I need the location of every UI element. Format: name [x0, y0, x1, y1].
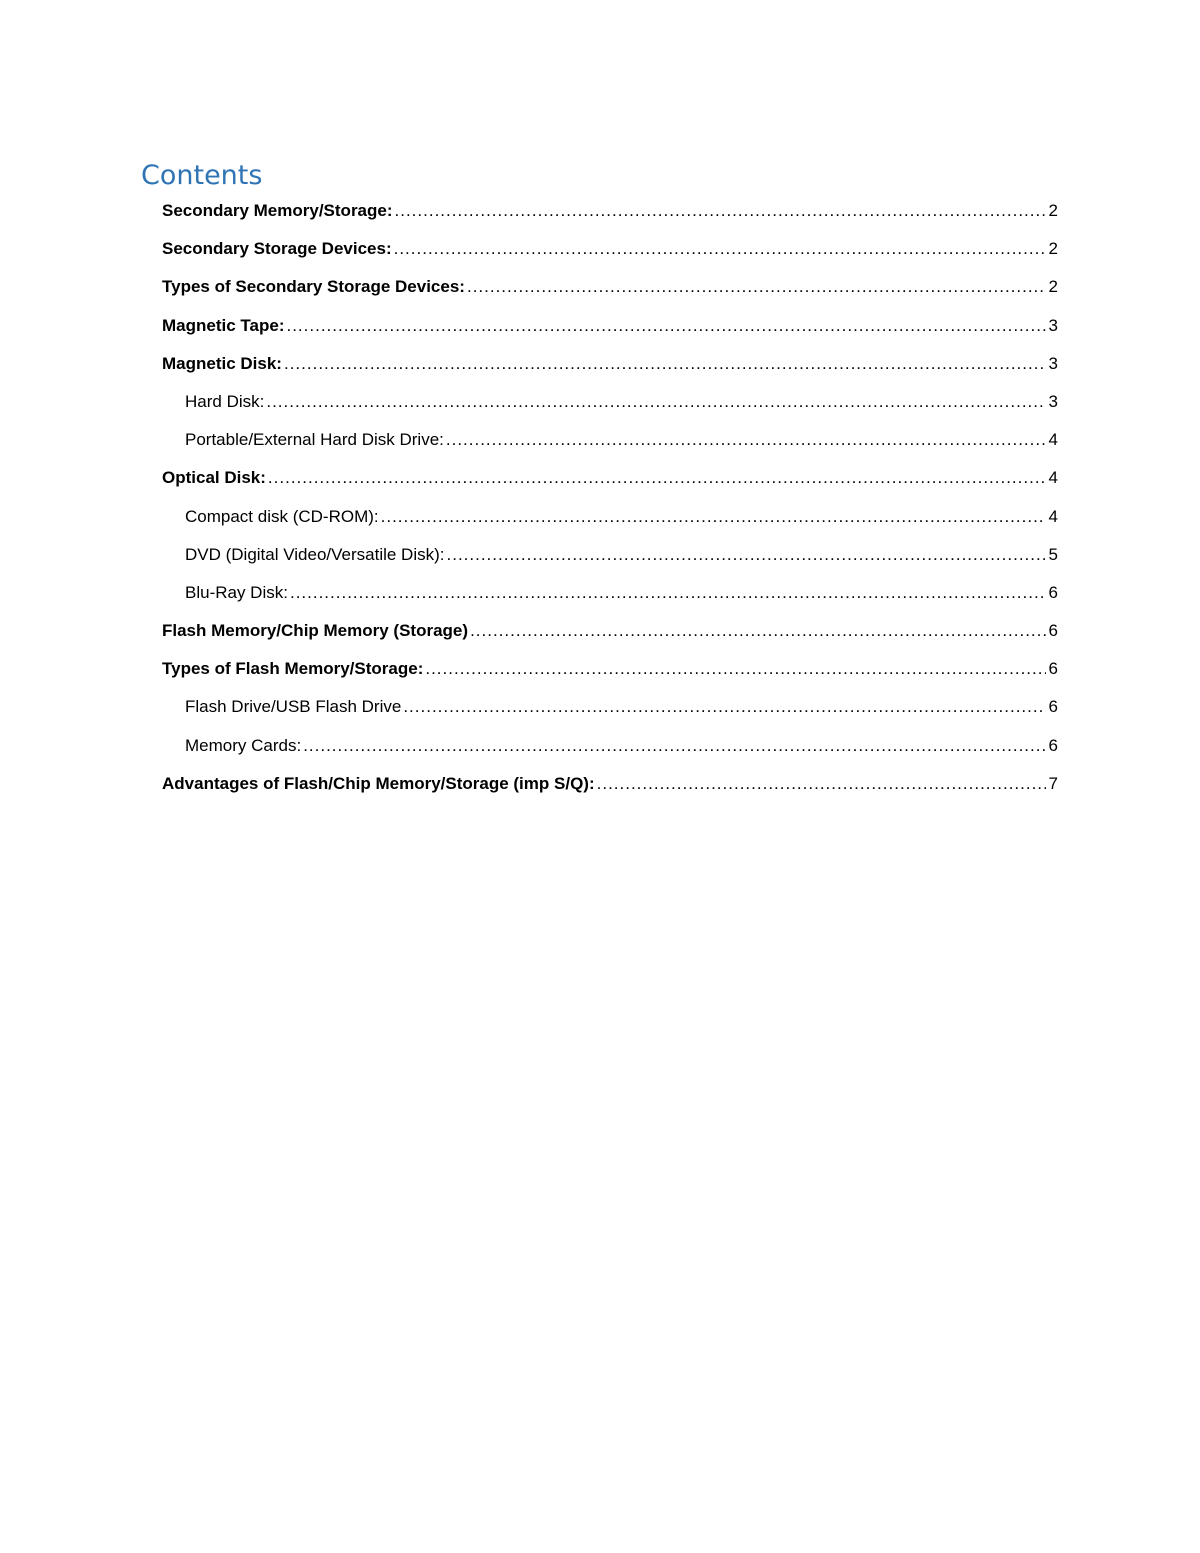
- toc-dot-leader: [395, 192, 1046, 230]
- toc-dot-leader: [394, 230, 1046, 268]
- toc-page-number: 3: [1048, 391, 1058, 411]
- toc-page-number: 3: [1048, 353, 1058, 373]
- toc-page-number: 7: [1048, 773, 1058, 793]
- toc-dot-leader: [597, 765, 1046, 803]
- toc-entry-text: Secondary Storage Devices:: [162, 239, 392, 259]
- toc-entry[interactable]: [162, 307, 1058, 345]
- toc-page-number: 6: [1048, 621, 1058, 641]
- toc-dot-leader: [381, 498, 1046, 536]
- toc-entry-text: Advantages of Flash/Chip Memory/Storage (imp S/Q):: [162, 773, 595, 793]
- toc-dot-leader: [290, 574, 1046, 612]
- toc-entry-text: Portable/External Hard Disk Drive:: [185, 430, 444, 450]
- toc-dot-leader: [425, 650, 1046, 688]
- toc-page-number: 6: [1048, 582, 1058, 602]
- toc-entry-text: Blu-Ray Disk:: [185, 582, 288, 602]
- toc-dot-leader: [446, 421, 1046, 459]
- toc-page-number: 6: [1048, 735, 1058, 755]
- toc-page-number: 3: [1048, 315, 1058, 335]
- toc-page-number: 6: [1048, 697, 1058, 717]
- toc-entry-text: DVD (Digital Video/Versatile Disk):: [185, 544, 445, 564]
- toc-title: Contents: [141, 160, 263, 191]
- toc-entry[interactable]: [162, 459, 1058, 497]
- toc-entry-text: Optical Disk:: [162, 468, 266, 488]
- toc-entry-text: Memory Cards:: [185, 735, 302, 755]
- toc-page-number: 2: [1048, 201, 1058, 220]
- toc-entry[interactable]: [162, 192, 1058, 230]
- toc-page-number: 4: [1048, 430, 1058, 450]
- toc-page-number: 4: [1048, 506, 1058, 526]
- toc-subentry[interactable]: [162, 688, 1058, 726]
- toc-dot-leader: [447, 536, 1047, 574]
- toc-entry-text: Magnetic Tape:: [162, 315, 285, 335]
- toc-subentry[interactable]: [162, 383, 1058, 421]
- toc-page-number: 2: [1048, 277, 1058, 297]
- toc-entry-text: Types of Flash Memory/Storage:: [162, 659, 424, 679]
- toc-subentry[interactable]: [162, 498, 1058, 536]
- toc-page-number: 6: [1048, 659, 1058, 679]
- toc-dot-leader: [467, 268, 1046, 306]
- toc-entry-text: Compact disk (CD-ROM):: [185, 506, 379, 526]
- toc-subentry[interactable]: [162, 727, 1058, 765]
- toc-entry-text: Magnetic Disk:: [162, 353, 282, 373]
- toc-subentry[interactable]: [162, 421, 1058, 459]
- toc-page-number: 2: [1048, 239, 1058, 259]
- toc-entry[interactable]: [162, 345, 1058, 383]
- toc-entry-text: Flash Memory/Chip Memory (Storage): [162, 621, 469, 641]
- toc-dot-leader: [470, 612, 1046, 650]
- toc-subentry[interactable]: [162, 574, 1058, 612]
- toc-dot-leader: [284, 345, 1046, 383]
- toc-entry[interactable]: [162, 650, 1058, 688]
- toc-entry-text: Secondary Memory/Storage:: [162, 201, 393, 220]
- toc-dot-leader: [286, 307, 1046, 345]
- toc-entry[interactable]: [162, 230, 1058, 268]
- toc-page-number: 4: [1048, 468, 1058, 488]
- toc-entry-text: Types of Secondary Storage Devices:: [162, 277, 465, 297]
- toc-subentry[interactable]: [162, 536, 1058, 574]
- toc-entry-text: Hard Disk:: [185, 391, 265, 411]
- table-of-contents: [162, 192, 1058, 803]
- toc-entry[interactable]: [162, 612, 1058, 650]
- toc-entry[interactable]: [162, 765, 1058, 803]
- toc-page-number: 5: [1048, 544, 1058, 564]
- toc-entry[interactable]: [162, 268, 1058, 306]
- toc-entry-text: Flash Drive/USB Flash Drive: [185, 697, 402, 717]
- toc-dot-leader: [266, 383, 1046, 421]
- toc-dot-leader: [268, 459, 1046, 497]
- toc-dot-leader: [403, 688, 1046, 726]
- toc-dot-leader: [303, 727, 1046, 765]
